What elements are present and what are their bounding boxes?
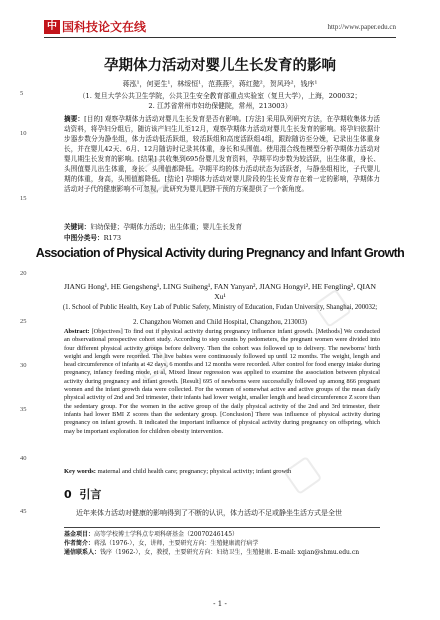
header-rule — [44, 37, 396, 38]
keywords-en-label: Key words: — [64, 468, 96, 475]
paper-title-en: Association of Physical Activity during Pregnancy and Infant Growth — [35, 246, 405, 260]
section-number: 0 — [64, 488, 72, 501]
abstract-en-label: Abstract: — [64, 328, 90, 335]
paper-title-cn: 孕期体力活动对婴儿生长发育的影响 — [104, 58, 336, 74]
footnote-author-bio — [64, 540, 380, 549]
affiliation-cn-1: （1. 复旦大学公共卫生学院，公共卫生安全教育部重点实验室（复旦大学），上海，200032； — [78, 92, 362, 100]
journal-logo-text: 国科技论文在线 — [62, 20, 147, 34]
footnote-rule — [64, 527, 380, 528]
footnote-text: 高等学校博士学科点专项科研基金（20070246145） — [94, 531, 239, 538]
line-number: 40 — [20, 455, 27, 462]
journal-logo-mark — [44, 20, 60, 34]
section-title: 引言 — [79, 488, 102, 501]
affiliation-cn-2: 2. 江苏省常州市妇幼保健院，常州，213003） — [148, 102, 292, 110]
page-number: - 1 - — [213, 600, 227, 608]
abstract-cn-text: [目的] 观察孕期体力活动对婴儿生长发育是否有影响。[方法] 采用队列研究方法，在孕期收集体力活动资料，将孕妇分组后，随访该产妇生儿至12月，观察孕期体力活动对婴儿生长发育的影响。将孕妇依据计步器步数分为静坐组，体力活动低活跃组，较活跃组和高度活跃组4组，跟踪随访至分娩，记录出生体重身长，并在婴儿42天、6月、12月随访时记录其体重，身长和头围值。使用混合线性模型分析孕期体力活动对婴儿期生长发育的影响。[结果] 共收集到695份婴儿发育资料，孕期平均步数为较活跃，出生体重，身长、头围值婴儿出生体重，身长、头围值都降低。孕期平均的体力活动状态为活跃者，与静坐组相比，子代婴儿期的体重，身高，头围值都降低。[结论] 孕期体力活动对婴儿阶段的生长发育存在着一定的影响，孕期体力活动对子代的健康影响不可忽视，此研究为婴儿肥胖干预的方案提供了一个新角度。 — [64, 115, 381, 193]
line-number: 35 — [20, 406, 27, 413]
line-number: 5 — [20, 90, 24, 97]
clc-number — [64, 232, 380, 242]
keywords-en — [64, 468, 380, 475]
affiliation-en-1: (1. School of Public Health, Key Lab of Public Safety, Ministry of Education, Fudan University, Shanghai, 200032; — [62, 304, 378, 311]
line-number: 10 — [20, 130, 27, 137]
footnote-label: 基金项目： — [64, 531, 95, 538]
authors-en: JIANG Hong¹, HE Gengsheng¹, LING Suiheng¹, FAN Yanyan², JIANG Hongyi², HE Fengling², QIAN Xu¹ — [64, 282, 376, 301]
logo-char: 中 — [47, 21, 57, 32]
line-number: 45 — [20, 508, 27, 515]
journal-url[interactable]: http://www.paper.edu.cn — [327, 23, 396, 31]
section-heading — [64, 486, 101, 502]
journal-header — [44, 20, 396, 44]
keywords-cn-text: 妇幼保健；孕期体力活动；出生体重；婴儿生长发育 — [90, 223, 243, 231]
line-number: 30 — [20, 362, 27, 369]
abstract-cn-label: 摘要： — [64, 115, 85, 123]
clc-text: R173 — [103, 234, 122, 242]
authors-cn: 蒋泓¹，何更生¹，林绥恒¹，范燕燕²，蒋红懿²，贺风玲²，钱序¹ — [122, 80, 318, 88]
footnote-text: 钱序（1962-），女，教授，主要研究方向：妇幼卫生，生殖健康. E-mail: xqian@shmu.edu.cn — [100, 549, 360, 556]
keywords-en-text: maternal and child health care; pregnancy; physical activity; infant growth — [95, 468, 292, 475]
affiliation-en-2: 2. Changzhou Women and Child Hospital, Changzhou, 213003) — [133, 319, 307, 326]
footnote-label: 通信联系人： — [64, 549, 101, 556]
line-number: 20 — [20, 270, 27, 277]
footnote-text: 蒋泓（1976-），女，讲师，主要研究方向：生殖健康流行病学 — [94, 540, 259, 547]
clc-label: 中图分类号： — [64, 234, 104, 242]
keywords-cn-label: 关键词： — [64, 223, 91, 231]
footnote-funding — [64, 531, 380, 540]
line-number: 15 — [20, 195, 27, 202]
abstract-en-text: [Objectives] To find out if physical activity during pregnancy influence infant growth. [Methods] We conducted an observational prospective cohort study. According to step counts by pedometers, the pregnant women were divided into four different physical activity groups before delivery. Then the cohort was followed up to delivery. The newborns' birth weight and length were recorded. The live babies were continuously followed up until 12 months. The weight, length and head circumference of infants at 42 days, 6 months and 12 months were recorded. After control for food energy intake during pregnancy, infancy feeding mode, et al, Mixed linear regression was applied to examine the association between physical activity during pregnancy and infant growth. [Result] 695 of newborns were successfully followed up among 866 pregnant women and the infant growth data were collected. For the women of somewhat active and active groups of the mean daily physical activity of 2nd and 3rd trimester, their infants had lower weight, smaller length and head circumference Z score than the sedentary group. For the women in the active group of the daily physical activity of the 2nd and 3rd trimester, their infants had lower BMI Z scores than the sedentary group. [Conclusion] There was influence of physical activity during pregnancy on infant growth. It indicated the important influence of physical activity during pregnancy on offspring, which may be important exploration for children obesity intervention. — [64, 328, 380, 435]
footnote-label: 作者简介： — [64, 540, 95, 547]
keywords-cn — [64, 221, 380, 231]
abstract-cn — [64, 114, 380, 194]
intro-paragraph: 近年来体力活动对健康的影响得到了不断的认识，体力活动不足或静坐生活方式是全世 — [76, 509, 342, 517]
footnote-correspondence — [64, 549, 380, 558]
line-number: 25 — [20, 318, 27, 325]
abstract-en — [64, 328, 380, 436]
